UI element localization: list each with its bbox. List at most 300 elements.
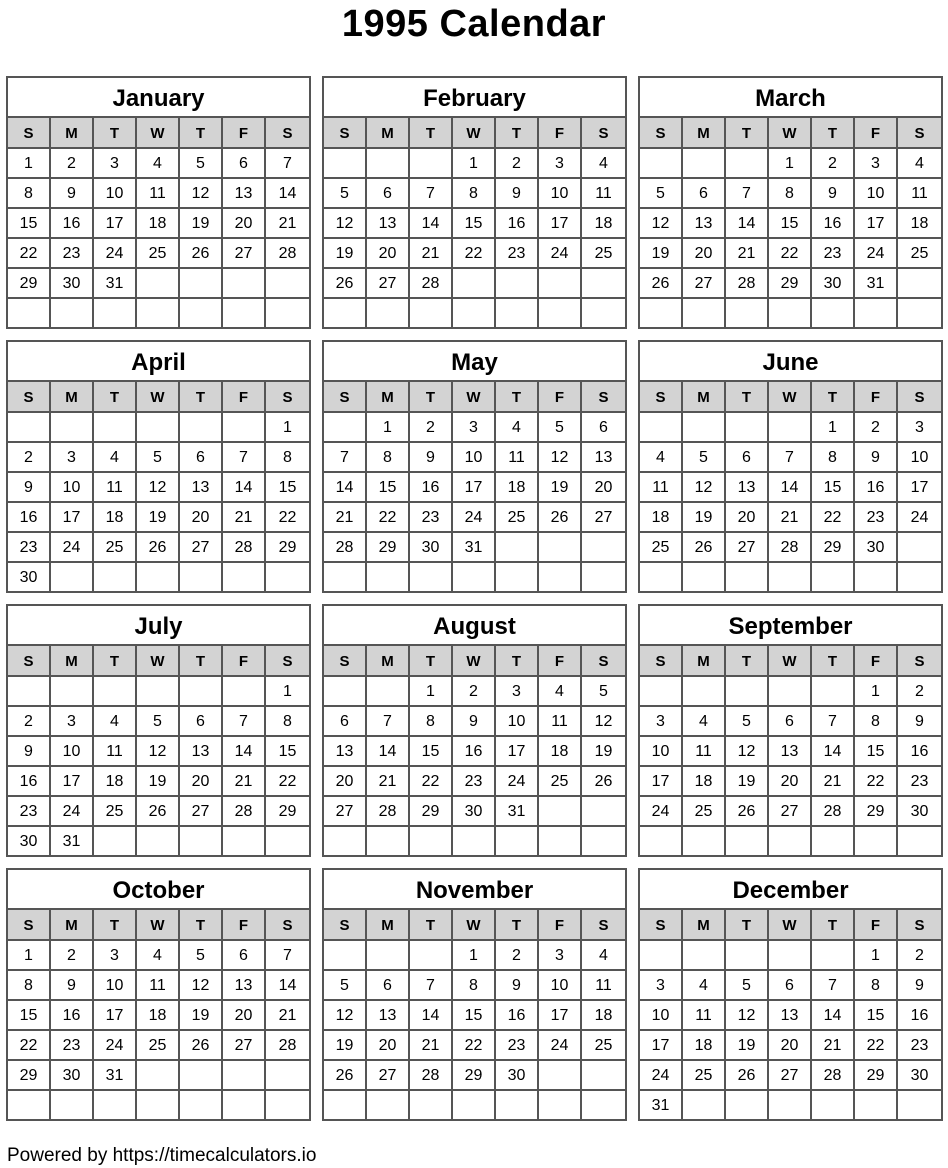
day-cell: 3 xyxy=(453,413,496,443)
weekday-header: T xyxy=(726,646,769,677)
day-cell: 9 xyxy=(8,473,51,503)
day-cell: 26 xyxy=(180,1031,223,1061)
weekday-header: S xyxy=(266,118,309,149)
day-cell xyxy=(726,827,769,857)
day-cell xyxy=(898,1091,941,1121)
day-cell: 24 xyxy=(640,1061,683,1091)
day-cell: 31 xyxy=(640,1091,683,1121)
day-cell xyxy=(855,827,898,857)
weekday-header: T xyxy=(410,118,453,149)
day-cell xyxy=(367,677,410,707)
day-cell xyxy=(180,269,223,299)
day-cell: 16 xyxy=(51,1001,94,1031)
weekday-header: S xyxy=(324,910,367,941)
day-cell: 16 xyxy=(8,503,51,533)
day-cell: 12 xyxy=(726,1001,769,1031)
weekday-header: T xyxy=(180,646,223,677)
day-cell: 7 xyxy=(223,443,266,473)
day-cell: 12 xyxy=(640,209,683,239)
month-grid xyxy=(8,910,309,1121)
day-cell: 10 xyxy=(640,737,683,767)
day-cell: 24 xyxy=(496,767,539,797)
day-cell: 10 xyxy=(94,179,137,209)
day-cell xyxy=(94,413,137,443)
day-cell xyxy=(726,563,769,593)
day-cell: 13 xyxy=(180,473,223,503)
day-cell: 9 xyxy=(898,707,941,737)
day-cell: 17 xyxy=(539,209,582,239)
day-cell: 2 xyxy=(496,149,539,179)
day-cell: 21 xyxy=(266,209,309,239)
day-cell: 3 xyxy=(496,677,539,707)
day-cell xyxy=(8,677,51,707)
day-cell: 16 xyxy=(8,767,51,797)
day-cell: 1 xyxy=(8,149,51,179)
weekday-header: M xyxy=(367,646,410,677)
weekday-header: S xyxy=(324,646,367,677)
weekday-header: W xyxy=(769,910,812,941)
day-cell: 28 xyxy=(367,797,410,827)
day-cell: 16 xyxy=(51,209,94,239)
day-cell xyxy=(496,827,539,857)
month-grid xyxy=(8,382,309,593)
day-cell xyxy=(855,299,898,329)
day-cell: 18 xyxy=(496,473,539,503)
day-cell: 28 xyxy=(266,1031,309,1061)
day-cell: 18 xyxy=(683,1031,726,1061)
day-cell: 3 xyxy=(539,941,582,971)
day-cell: 21 xyxy=(812,767,855,797)
day-cell: 21 xyxy=(223,767,266,797)
month-grid xyxy=(324,646,625,857)
day-cell: 30 xyxy=(410,533,453,563)
day-cell xyxy=(94,299,137,329)
day-cell: 22 xyxy=(453,239,496,269)
month-title: December xyxy=(640,870,941,910)
day-cell: 26 xyxy=(582,767,625,797)
day-cell: 30 xyxy=(453,797,496,827)
day-cell xyxy=(94,827,137,857)
weekday-header: T xyxy=(94,910,137,941)
day-cell: 30 xyxy=(496,1061,539,1091)
day-cell: 2 xyxy=(410,413,453,443)
day-cell xyxy=(726,413,769,443)
day-cell: 21 xyxy=(367,767,410,797)
day-cell: 11 xyxy=(683,1001,726,1031)
weekday-header: T xyxy=(180,118,223,149)
day-cell: 22 xyxy=(266,503,309,533)
day-cell xyxy=(324,149,367,179)
day-cell: 15 xyxy=(367,473,410,503)
day-cell xyxy=(223,677,266,707)
day-cell: 10 xyxy=(640,1001,683,1031)
day-cell xyxy=(137,677,180,707)
day-cell: 19 xyxy=(137,503,180,533)
day-cell: 19 xyxy=(726,1031,769,1061)
month-title: June xyxy=(640,342,941,382)
weekday-header: S xyxy=(898,910,941,941)
day-cell: 11 xyxy=(898,179,941,209)
day-cell xyxy=(539,827,582,857)
month-february xyxy=(322,76,627,329)
day-cell xyxy=(582,269,625,299)
weekday-header: S xyxy=(266,646,309,677)
day-cell: 20 xyxy=(769,767,812,797)
day-cell xyxy=(367,827,410,857)
day-cell: 14 xyxy=(769,473,812,503)
day-cell: 13 xyxy=(582,443,625,473)
weekday-header: T xyxy=(180,910,223,941)
day-cell: 7 xyxy=(324,443,367,473)
day-cell xyxy=(683,1091,726,1121)
day-cell: 8 xyxy=(855,971,898,1001)
day-cell: 22 xyxy=(812,503,855,533)
month-title: January xyxy=(8,78,309,118)
month-june xyxy=(638,340,943,593)
day-cell: 26 xyxy=(324,269,367,299)
weekday-header: F xyxy=(855,910,898,941)
weekday-header: T xyxy=(410,382,453,413)
day-cell: 14 xyxy=(410,1001,453,1031)
day-cell xyxy=(683,299,726,329)
month-title: August xyxy=(324,606,625,646)
day-cell xyxy=(94,563,137,593)
day-cell xyxy=(51,677,94,707)
day-cell: 20 xyxy=(180,503,223,533)
day-cell xyxy=(8,413,51,443)
day-cell: 13 xyxy=(683,209,726,239)
day-cell: 26 xyxy=(640,269,683,299)
day-cell xyxy=(898,533,941,563)
day-cell xyxy=(769,1091,812,1121)
day-cell xyxy=(683,563,726,593)
day-cell: 18 xyxy=(94,503,137,533)
day-cell: 19 xyxy=(683,503,726,533)
weekday-header: S xyxy=(582,118,625,149)
day-cell: 4 xyxy=(582,149,625,179)
day-cell: 29 xyxy=(367,533,410,563)
weekday-header: M xyxy=(367,118,410,149)
weekday-header: S xyxy=(266,382,309,413)
day-cell: 9 xyxy=(453,707,496,737)
day-cell: 7 xyxy=(367,707,410,737)
day-cell xyxy=(137,827,180,857)
day-cell: 2 xyxy=(898,677,941,707)
day-cell: 12 xyxy=(180,971,223,1001)
day-cell: 21 xyxy=(410,239,453,269)
weekday-header: S xyxy=(898,382,941,413)
day-cell xyxy=(223,269,266,299)
day-cell xyxy=(180,563,223,593)
day-cell xyxy=(539,797,582,827)
day-cell: 27 xyxy=(223,239,266,269)
day-cell: 12 xyxy=(539,443,582,473)
day-cell: 14 xyxy=(324,473,367,503)
day-cell xyxy=(453,269,496,299)
day-cell: 16 xyxy=(453,737,496,767)
weekday-header: F xyxy=(223,646,266,677)
day-cell xyxy=(410,941,453,971)
day-cell: 26 xyxy=(180,239,223,269)
day-cell xyxy=(223,563,266,593)
day-cell: 21 xyxy=(726,239,769,269)
day-cell: 14 xyxy=(410,209,453,239)
day-cell: 22 xyxy=(855,767,898,797)
day-cell xyxy=(855,1091,898,1121)
day-cell: 29 xyxy=(855,797,898,827)
day-cell: 27 xyxy=(324,797,367,827)
day-cell: 25 xyxy=(683,797,726,827)
day-cell xyxy=(453,1091,496,1121)
day-cell: 13 xyxy=(367,209,410,239)
weekday-header: W xyxy=(137,646,180,677)
weekday-header: F xyxy=(223,382,266,413)
day-cell: 23 xyxy=(496,1031,539,1061)
month-title: November xyxy=(324,870,625,910)
day-cell: 23 xyxy=(453,767,496,797)
day-cell: 2 xyxy=(8,707,51,737)
day-cell: 7 xyxy=(266,149,309,179)
day-cell xyxy=(223,1091,266,1121)
day-cell: 13 xyxy=(769,1001,812,1031)
day-cell xyxy=(180,827,223,857)
month-grid xyxy=(324,910,625,1121)
day-cell: 20 xyxy=(223,1001,266,1031)
day-cell xyxy=(266,1091,309,1121)
day-cell: 24 xyxy=(94,239,137,269)
weekday-header: W xyxy=(453,646,496,677)
day-cell: 12 xyxy=(726,737,769,767)
day-cell: 7 xyxy=(410,179,453,209)
day-cell xyxy=(266,827,309,857)
day-cell: 5 xyxy=(640,179,683,209)
day-cell: 24 xyxy=(453,503,496,533)
day-cell: 26 xyxy=(683,533,726,563)
day-cell: 6 xyxy=(582,413,625,443)
day-cell: 21 xyxy=(324,503,367,533)
day-cell xyxy=(496,299,539,329)
weekday-header: S xyxy=(266,910,309,941)
day-cell: 11 xyxy=(137,179,180,209)
day-cell: 9 xyxy=(410,443,453,473)
weekday-header: S xyxy=(640,118,683,149)
day-cell xyxy=(180,677,223,707)
day-cell xyxy=(812,827,855,857)
day-cell: 16 xyxy=(898,1001,941,1031)
day-cell: 30 xyxy=(898,1061,941,1091)
day-cell: 15 xyxy=(410,737,453,767)
day-cell: 2 xyxy=(8,443,51,473)
day-cell: 18 xyxy=(640,503,683,533)
day-cell: 30 xyxy=(812,269,855,299)
day-cell: 15 xyxy=(266,473,309,503)
day-cell: 8 xyxy=(410,707,453,737)
weekday-header: W xyxy=(769,382,812,413)
day-cell: 8 xyxy=(812,443,855,473)
day-cell: 15 xyxy=(855,1001,898,1031)
month-grid xyxy=(640,646,941,857)
weekday-header: W xyxy=(453,118,496,149)
day-cell: 10 xyxy=(898,443,941,473)
day-cell: 29 xyxy=(8,269,51,299)
day-cell: 6 xyxy=(367,971,410,1001)
weekday-header: S xyxy=(8,910,51,941)
day-cell: 24 xyxy=(855,239,898,269)
day-cell: 25 xyxy=(582,239,625,269)
day-cell xyxy=(367,299,410,329)
day-cell xyxy=(410,149,453,179)
weekday-header: W xyxy=(453,382,496,413)
day-cell: 20 xyxy=(769,1031,812,1061)
day-cell: 11 xyxy=(582,971,625,1001)
day-cell: 3 xyxy=(51,707,94,737)
day-cell: 24 xyxy=(640,797,683,827)
day-cell: 12 xyxy=(582,707,625,737)
day-cell xyxy=(582,299,625,329)
month-grid xyxy=(640,382,941,593)
weekday-header: W xyxy=(137,910,180,941)
day-cell: 22 xyxy=(855,1031,898,1061)
day-cell: 28 xyxy=(223,533,266,563)
day-cell xyxy=(539,533,582,563)
weekday-header: M xyxy=(51,382,94,413)
day-cell: 26 xyxy=(539,503,582,533)
day-cell: 7 xyxy=(726,179,769,209)
weekday-header: T xyxy=(812,118,855,149)
day-cell: 25 xyxy=(640,533,683,563)
day-cell: 28 xyxy=(812,797,855,827)
day-cell: 29 xyxy=(453,1061,496,1091)
weekday-header: W xyxy=(137,118,180,149)
day-cell: 6 xyxy=(769,971,812,1001)
day-cell: 15 xyxy=(769,209,812,239)
day-cell: 4 xyxy=(137,149,180,179)
day-cell: 4 xyxy=(137,941,180,971)
day-cell: 27 xyxy=(223,1031,266,1061)
day-cell: 25 xyxy=(683,1061,726,1091)
day-cell: 23 xyxy=(898,767,941,797)
weekday-header: W xyxy=(769,118,812,149)
day-cell xyxy=(223,827,266,857)
day-cell xyxy=(266,563,309,593)
day-cell: 7 xyxy=(410,971,453,1001)
day-cell: 9 xyxy=(812,179,855,209)
day-cell: 21 xyxy=(410,1031,453,1061)
month-grid xyxy=(8,646,309,857)
day-cell: 4 xyxy=(539,677,582,707)
day-cell: 15 xyxy=(266,737,309,767)
weekday-header: T xyxy=(726,382,769,413)
day-cell: 23 xyxy=(8,797,51,827)
day-cell: 30 xyxy=(8,563,51,593)
weekday-header: S xyxy=(8,382,51,413)
day-cell xyxy=(539,563,582,593)
month-october xyxy=(6,868,311,1121)
day-cell: 19 xyxy=(582,737,625,767)
weekday-header: S xyxy=(640,910,683,941)
day-cell: 11 xyxy=(137,971,180,1001)
day-cell: 23 xyxy=(8,533,51,563)
day-cell: 17 xyxy=(640,1031,683,1061)
day-cell xyxy=(266,269,309,299)
day-cell: 18 xyxy=(582,209,625,239)
day-cell: 26 xyxy=(137,797,180,827)
day-cell: 25 xyxy=(496,503,539,533)
day-cell: 28 xyxy=(266,239,309,269)
day-cell xyxy=(51,299,94,329)
day-cell xyxy=(898,563,941,593)
day-cell: 28 xyxy=(410,269,453,299)
day-cell: 27 xyxy=(367,269,410,299)
weekday-header: W xyxy=(769,646,812,677)
day-cell: 22 xyxy=(8,239,51,269)
day-cell xyxy=(266,299,309,329)
day-cell: 8 xyxy=(453,971,496,1001)
day-cell: 27 xyxy=(582,503,625,533)
day-cell: 15 xyxy=(8,209,51,239)
day-cell: 25 xyxy=(582,1031,625,1061)
day-cell: 15 xyxy=(453,209,496,239)
day-cell: 17 xyxy=(51,503,94,533)
day-cell: 6 xyxy=(223,149,266,179)
day-cell xyxy=(582,797,625,827)
day-cell xyxy=(137,269,180,299)
day-cell: 7 xyxy=(266,941,309,971)
day-cell: 28 xyxy=(726,269,769,299)
weekday-header: S xyxy=(582,646,625,677)
day-cell: 9 xyxy=(496,179,539,209)
day-cell: 6 xyxy=(367,179,410,209)
day-cell: 22 xyxy=(410,767,453,797)
day-cell: 25 xyxy=(94,797,137,827)
day-cell: 13 xyxy=(769,737,812,767)
day-cell: 19 xyxy=(180,1001,223,1031)
footer-credit: Powered by https://timecalculators.io xyxy=(7,1145,317,1166)
day-cell: 18 xyxy=(137,209,180,239)
month-november xyxy=(322,868,627,1121)
weekday-header: T xyxy=(94,382,137,413)
day-cell: 29 xyxy=(855,1061,898,1091)
day-cell: 8 xyxy=(8,179,51,209)
weekday-header: S xyxy=(640,646,683,677)
day-cell: 22 xyxy=(266,767,309,797)
day-cell: 25 xyxy=(539,767,582,797)
day-cell xyxy=(640,677,683,707)
day-cell: 1 xyxy=(367,413,410,443)
day-cell: 16 xyxy=(410,473,453,503)
day-cell: 18 xyxy=(137,1001,180,1031)
weekday-header: S xyxy=(582,910,625,941)
day-cell xyxy=(898,269,941,299)
day-cell: 22 xyxy=(769,239,812,269)
day-cell xyxy=(726,677,769,707)
day-cell: 10 xyxy=(51,473,94,503)
day-cell: 19 xyxy=(640,239,683,269)
day-cell: 27 xyxy=(180,533,223,563)
day-cell: 3 xyxy=(51,443,94,473)
day-cell: 8 xyxy=(855,707,898,737)
day-cell: 11 xyxy=(94,737,137,767)
day-cell: 23 xyxy=(855,503,898,533)
day-cell xyxy=(453,827,496,857)
day-cell: 30 xyxy=(51,269,94,299)
day-cell: 20 xyxy=(367,239,410,269)
day-cell xyxy=(539,1091,582,1121)
day-cell xyxy=(769,677,812,707)
month-march xyxy=(638,76,943,329)
weekday-header: T xyxy=(496,382,539,413)
month-april xyxy=(6,340,311,593)
